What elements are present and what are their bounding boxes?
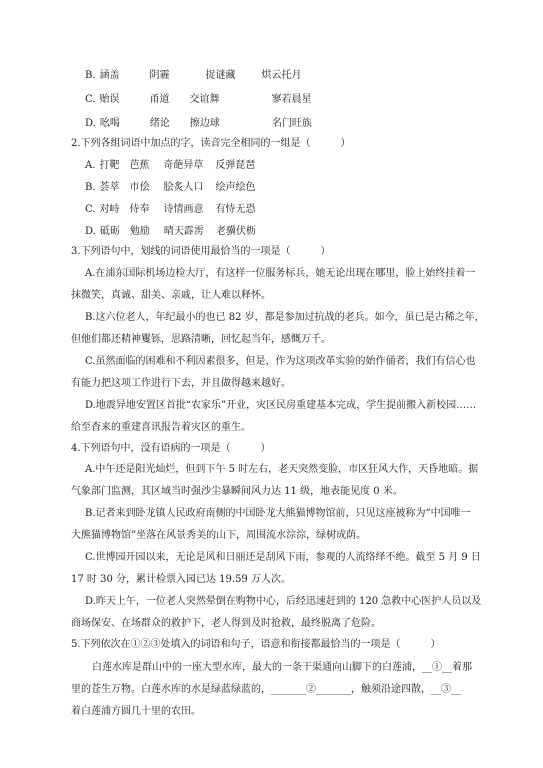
word: 甬道 [149,94,170,105]
q4-option-b-line2: 大熊猫博物馆”坐落在风景秀美的山下，周围流水淙淙，绿树成荫。 [71,530,367,541]
word: 砥砺 [99,226,120,237]
option-label: B. [85,182,96,193]
q4-option-c-line2: 17 时 30 分，累计检票入园已达 19.59 万人次。 [71,574,291,585]
word: 打靶 [99,160,120,171]
word: 寥若晨星 [271,94,312,105]
word: 芭蕉 [129,160,150,171]
option-label: D. [85,226,96,237]
q3-option-b-line2: 但他们都还精神矍铄，思路清晰，回忆起当年，感慨万千。 [71,334,331,345]
word: 涵盖 [99,70,120,81]
q1-option-c [85,93,311,107]
passage-text: ，触须沿途四散， [351,684,431,695]
q5-passage-line2 [71,683,461,697]
option-label: C. [85,94,96,105]
blank-1: __①__ [422,662,452,673]
q1-option-b [85,69,302,83]
q4-option-d-line2: 商场保安、在场群众的救护下，老人得到及时抢救，最终脱离了危险。 [71,618,381,629]
word: 荟萃 [99,182,120,193]
q3-option-c-line1: C.虽然面临的困难和不利因素很多，但是，作为这项改革实验的始作俑者，我们有信心也 [85,356,476,367]
q4-option-a-line1: A.中午还是阳光灿烂，但到下午 5 时左右，老天突然变脸，市区狂风大作，天昏地暗。据 [85,464,479,475]
q5-stem: 5.下列依次在①②③处填入的词语和句子，语意和衔接都最恰当的一项是（ ） [71,639,441,650]
q4-option-b-line1: B.记者来到卧龙镇人民政府南侧的中国卧龙大熊猫博物馆前，只见这座被称为“中国唯一 [85,508,471,519]
passage-text: 着那 [452,662,472,673]
word: 奇葩异草 [163,160,204,171]
q5-passage-line1 [92,661,472,675]
option-label: C. [85,204,96,215]
q4-stem: 4.下列语句中，没有语病的一项是（ ） [71,443,271,454]
word: 贻误 [99,94,120,105]
q3-option-a-line2: 抹微笑，真诚、甜美、亲戚，让人难以释怀。 [71,290,271,301]
blank-2: _______②_______ [271,684,351,695]
q3-stem: 3.下列语句中，划线的词语使用最恰当的一项是（ ） [71,246,331,257]
q4-option-a-line2: 气象部门监测，其区域当时强沙尘暴瞬间风力达 11 级，地表能见度 0 米。 [71,486,403,497]
option-label: B. [85,70,96,81]
word: 对峙 [99,204,120,215]
word: 擦边球 [189,118,220,129]
word: 晴天霹雳 [163,226,204,237]
q2-option-a [85,159,255,173]
word: 绪论 [149,118,170,129]
word: 老骥伏枥 [215,226,256,237]
word: 绘声绘色 [215,182,256,193]
q3-option-a-line1: A.在浦东国际机场边检大厅，有这样一位服务标兵，她无论出现在哪里，脸上始终挂着一 [85,268,476,279]
word: 名门旺族 [271,118,312,129]
q2-stem: 2.下列各组词语中加点的字，读音完全相同的一组是（ ） [71,138,351,149]
q3-option-c-line2: 有能力把这项工作进行下去，并且做得越来越好。 [71,378,291,389]
q2-option-b [85,181,256,195]
passage-text: 白莲水库是群山中的一座大型水库，最大的一条干渠通向山脚下的白莲浦， [92,662,422,673]
word: 烘云托月 [261,70,302,81]
q2-option-c [85,203,255,217]
q2-option-d [85,225,256,239]
word: 市侩 [129,182,150,193]
q4-option-c-line1: C.世博园开园以来，无论是风和日丽还是刮风下雨，参观的人流络绎不绝。截至 5 月 9 日 [85,552,481,563]
option-label: A. [85,160,96,171]
q5-passage-line3: 着白莲浦方圆几十里的农田。 [71,706,201,717]
q1-option-d [85,117,312,131]
option-label: D. [85,118,96,129]
q4-option-d-line1: D.昨天上午，一位老人突然晕倒在购物中心，后经迅速赶到的 120 急救中心医护人员以及 [85,596,482,607]
word: 吆喝 [99,118,120,129]
q3-option-d-line1: D.地震异地安置区首批“农家乐”开业，灾区民房重建基本完成，学生提前搬入新校园…… [85,400,477,411]
word: 勉励 [129,226,150,237]
word: 阴霾 [149,70,170,81]
q3-option-b-line1: B.这六位老人，年纪最小的也已 82 岁，都是参加过抗战的老兵。如今，虽已是古稀之年， [85,312,485,323]
word: 反弹琵琶 [215,160,256,171]
word: 有恃无恐 [215,204,256,215]
word: 捉谜藏 [205,70,236,81]
word: 诗情画意 [163,204,204,215]
word: 脍炙人口 [163,182,204,193]
word: 侍奉 [129,204,150,215]
word: 交谊舞 [189,94,220,105]
blank-3: __③__ [431,684,461,695]
q3-option-d-line2: 给至杳来的重建喜讯报告着灾区的重生。 [71,422,251,433]
passage-text: 里的苍生万物。白莲水库的水是绿蓝绿蓝的， [71,684,271,695]
